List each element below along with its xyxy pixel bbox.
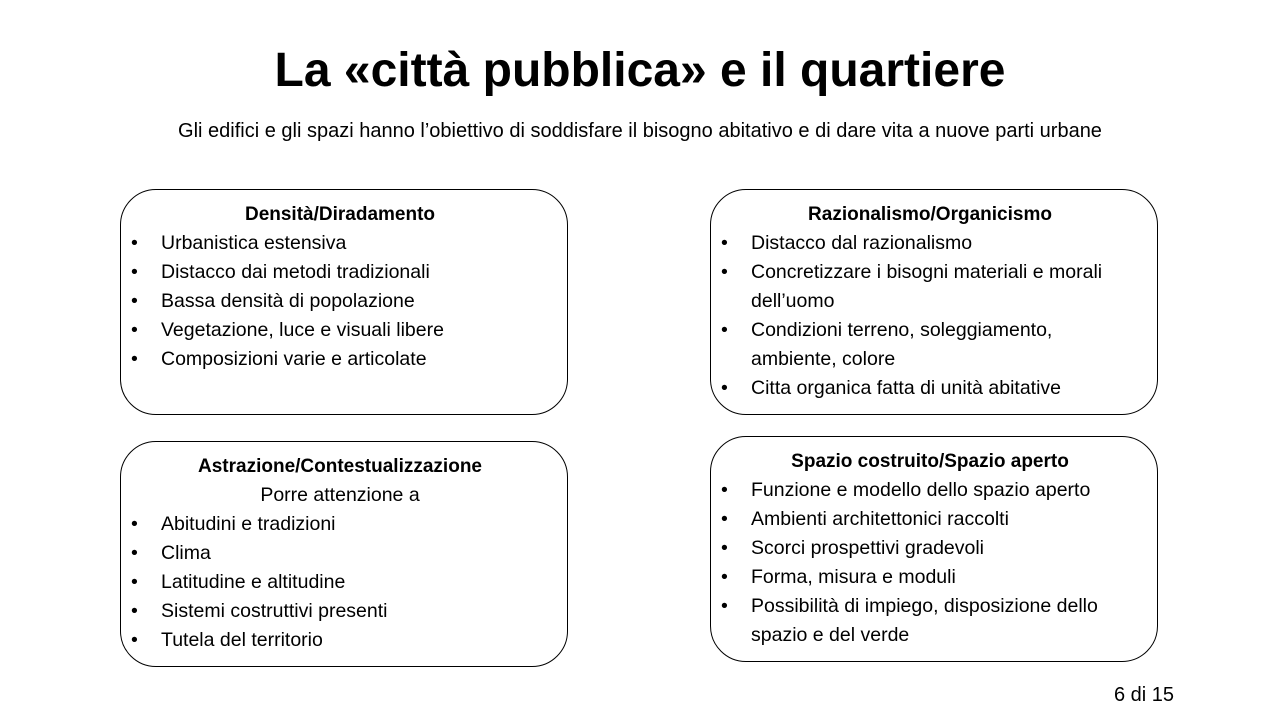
list-item-text: Scorci prospettivi gradevoli — [751, 537, 985, 559]
list-item-text: Condizioni terreno, soleggiamento, ambiente, colore — [751, 319, 1053, 370]
list-item-text: Abitudini e tradizioni — [161, 513, 336, 535]
list-item — [131, 316, 549, 345]
bullet-icon: • — [721, 595, 728, 617]
list-item — [721, 229, 1139, 258]
page-number: 6 di 15 — [1113, 684, 1174, 706]
bullet-icon: • — [721, 319, 728, 341]
list-item — [721, 534, 1139, 563]
box-razionalismo-organicismo — [710, 189, 1158, 415]
list-item — [131, 287, 549, 316]
box-heading: Densità/Diradamento — [244, 204, 436, 225]
list-item-text: Latitudine e altitudine — [161, 571, 346, 593]
bullet-list — [131, 229, 549, 374]
list-item-text: Distacco dal razionalismo — [751, 232, 973, 254]
list-item-text: Bassa densità di popolazione — [161, 290, 415, 312]
list-item — [721, 374, 1139, 403]
bullet-icon: • — [721, 479, 728, 501]
list-item-text: Citta organica fatta di unità abitative — [751, 377, 1062, 399]
box-heading: Spazio costruito/Spazio aperto — [791, 451, 1069, 472]
list-item-text: Composizioni varie e articolate — [161, 348, 427, 370]
list-item — [721, 258, 1139, 316]
list-item-text: Distacco dai metodi tradizionali — [161, 261, 430, 283]
bullet-icon: • — [721, 232, 728, 254]
bullet-icon: • — [131, 542, 138, 564]
list-item-text: Possibilità di impiego, disposizione dello spazio e del verde — [751, 595, 1098, 646]
box-intro-text: Porre attenzione a — [260, 484, 420, 506]
bullet-icon: • — [131, 571, 138, 593]
bullet-icon: • — [131, 290, 138, 312]
list-item-text: Urbanistica estensiva — [161, 232, 347, 254]
box-heading: Astrazione/Contestualizzazione — [198, 456, 482, 477]
bullet-icon: • — [131, 348, 138, 370]
list-item — [131, 258, 549, 287]
list-item-text: Concretizzare i bisogni materiali e morali dell’uomo — [751, 261, 1103, 312]
bullet-icon: • — [721, 377, 728, 399]
bullet-list — [721, 476, 1139, 650]
bullet-list — [721, 229, 1139, 403]
list-item — [721, 592, 1139, 650]
list-item-text: Ambienti architettonici raccolti — [751, 508, 1009, 530]
list-item — [131, 626, 549, 655]
box-spazio-costruito-aperto — [710, 436, 1158, 662]
bullet-icon: • — [721, 566, 728, 588]
list-item — [721, 476, 1139, 505]
slide-title: La «città pubblica» e il quartiere — [274, 44, 1006, 97]
bullet-icon: • — [131, 513, 138, 535]
list-item — [131, 597, 549, 626]
bullet-icon: • — [721, 261, 728, 283]
list-item-text: Vegetazione, luce e visuali libere — [161, 319, 444, 341]
list-item — [131, 510, 549, 539]
box-astrazione-contestualizzazione — [120, 441, 568, 667]
list-item — [131, 229, 549, 258]
list-item — [721, 505, 1139, 534]
list-item-text: Funzione e modello dello spazio aperto — [751, 479, 1091, 501]
box-heading: Razionalismo/Organicismo — [808, 204, 1052, 225]
list-item — [721, 563, 1139, 592]
slide-subtitle: Gli edifici e gli spazi hanno l’obiettivo di soddisfare il bisogno abitativo e di dare vita a nuove parti urbane — [178, 120, 1102, 142]
list-item-text: Forma, misura e moduli — [751, 566, 956, 588]
bullet-icon: • — [131, 629, 138, 651]
list-item-text: Sistemi costruttivi presenti — [161, 600, 388, 622]
list-item — [131, 568, 549, 597]
list-item-text: Clima — [161, 542, 211, 564]
bullet-icon: • — [131, 319, 138, 341]
bullet-icon: • — [721, 508, 728, 530]
bullet-list — [131, 510, 549, 655]
bullet-icon: • — [131, 261, 138, 283]
bullet-icon: • — [721, 537, 728, 559]
bullet-icon: • — [131, 600, 138, 622]
bullet-icon: • — [131, 232, 138, 254]
list-item — [131, 539, 549, 568]
box-densita-diradamento — [120, 189, 568, 415]
list-item — [721, 316, 1139, 374]
list-item-text: Tutela del territorio — [161, 629, 323, 651]
list-item — [131, 345, 549, 374]
